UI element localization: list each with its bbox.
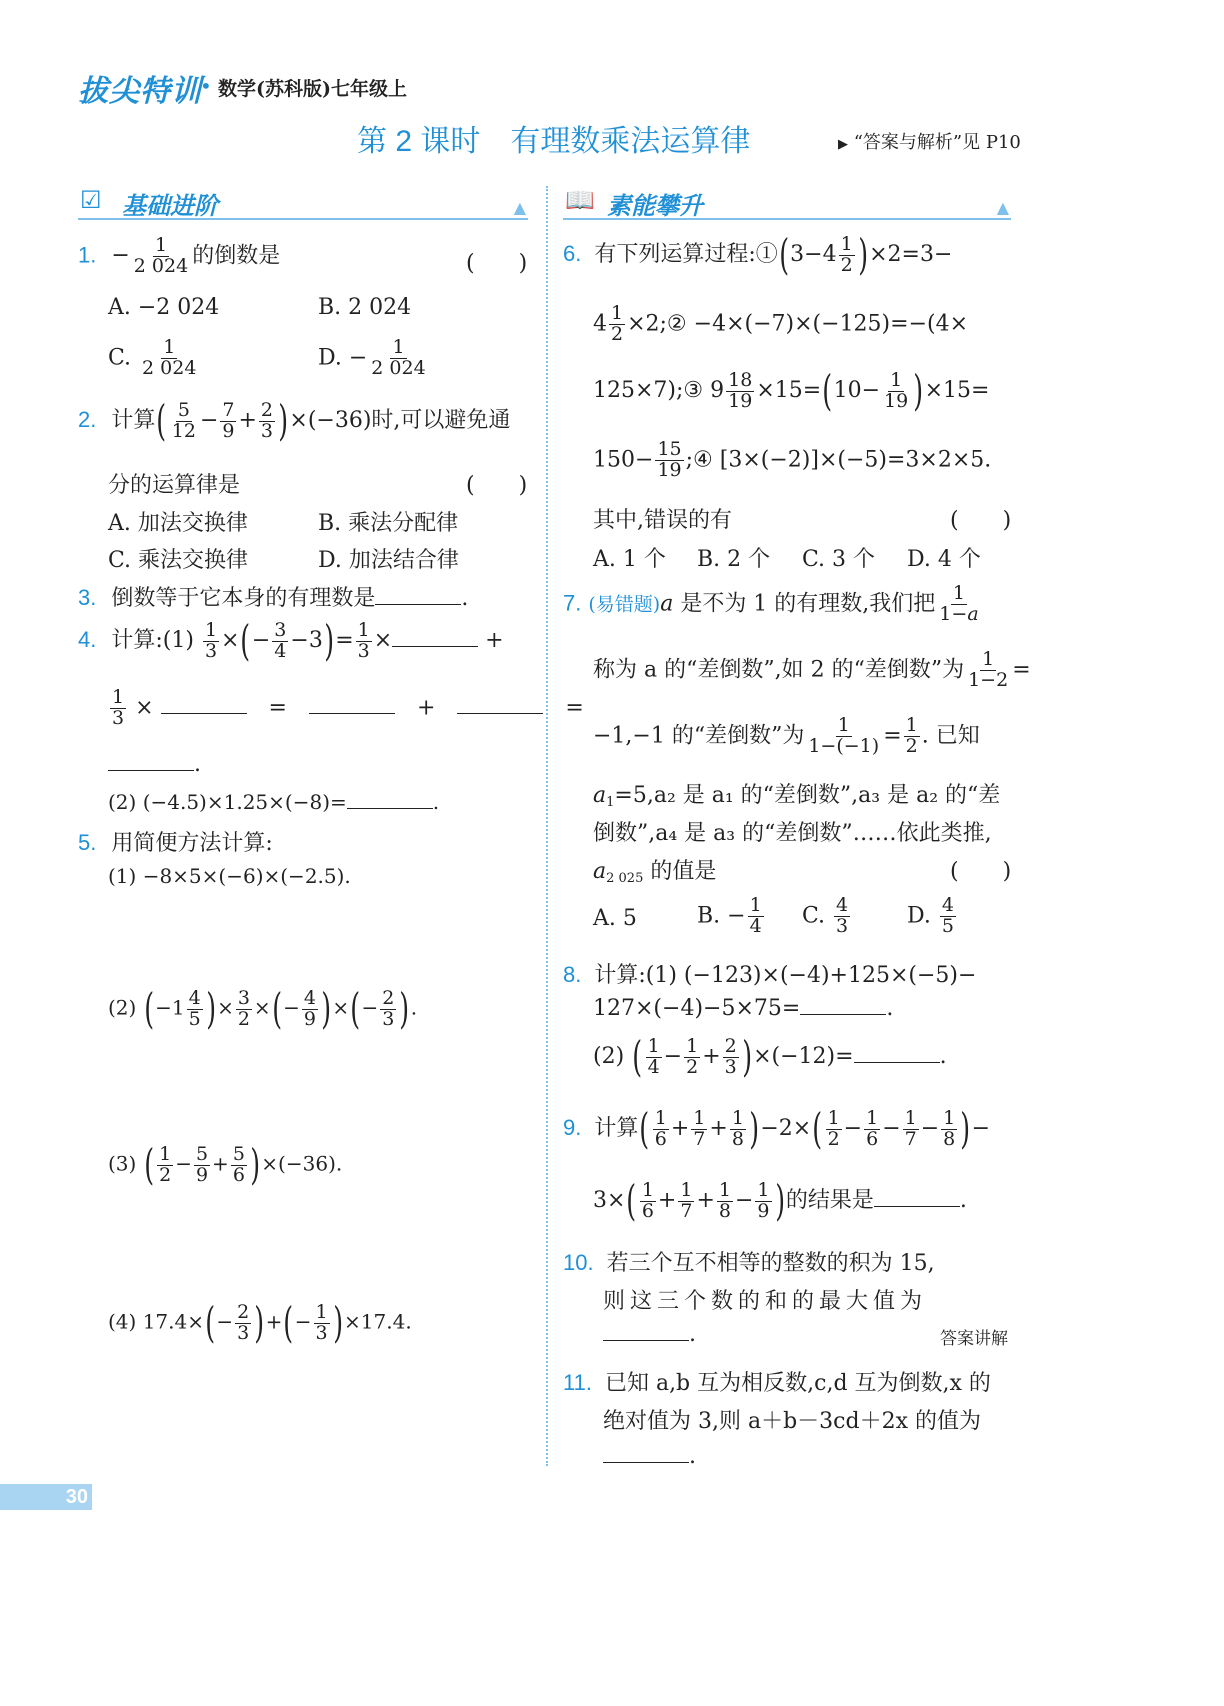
q1-option-a: A. −2 024 (108, 295, 220, 320)
question-8-line3: (2) ( $\frac{1}{4}$ − $\frac{1}{2}$ + $\frac{2}{3}$ )×(−12)= . (593, 1032, 947, 1081)
question-7: 7. (易错题)a 是不为 1 的有理数,我们把 $\frac{1}{1-a}$ (563, 582, 979, 625)
question-9: 9. 计算( $\frac{1}{6}$ + $\frac{1}{7}$ + $\frac{1}{8}$ )−2×( $\frac{1}{2}$ − $\frac{1}{6}$ − $\frac{1}{7}$ − $\frac{1}{8}$ )− (563, 1104, 991, 1153)
q2-option-b: B. 乘法分配律 (318, 511, 459, 536)
question-2-line2: 分的运算律是 (108, 473, 241, 498)
question-7-line4: $a_1=5,a_2$ 是 a₁ 的“差倒数”,a₃ 是 a₂ 的“差 (593, 783, 1001, 810)
q6-option-c: C. 3 个 (802, 547, 876, 572)
play-icon: ▶ (838, 137, 848, 152)
check-book-icon: ☑ (80, 186, 102, 214)
q7-option-c: C. $\frac{4}{3}$ (802, 894, 849, 937)
question-5-part1: (1) −8×5×(−6)×(−2.5). (108, 864, 351, 888)
q7-option-d: D. $\frac{4}{5}$ (907, 894, 954, 937)
question-10-line2: 则这三个数的和的最大值为 (603, 1289, 928, 1314)
question-11: 11. 已知 a,b 互为相反数,c,d 互为倒数,x 的 (563, 1370, 991, 1396)
answer-blank[interactable] (800, 996, 886, 1015)
answer-blank[interactable] (457, 695, 543, 714)
q7-option-a: A. 5 (593, 906, 637, 931)
answer-blank[interactable] (375, 586, 461, 605)
q1-option-b: B. 2 024 (318, 295, 412, 320)
answer-blank[interactable] (392, 628, 478, 647)
brand-logo: 拔尖特训 (78, 75, 202, 108)
answer-explanation-link[interactable]: 答案讲解 (940, 1329, 1008, 1349)
question-11-line2: 绝对值为 3,则 a＋b－3cd＋2x 的值为 (603, 1409, 981, 1434)
q2-option-a: A. 加法交换律 (108, 511, 248, 536)
error-prone-tag: (易错题) (588, 593, 661, 616)
q6-option-b: B. 2 个 (697, 547, 771, 572)
question-5-part2: (2) (−1 $\frac{4}{5}$ )× $\frac{3}{2}$ ×(− $\frac{4}{9}$ )×(− $\frac{2}{3}$ ). (108, 984, 418, 1033)
brand-dot: • (200, 74, 212, 98)
section-header-left: ☑ 基础进阶 ▲ (80, 186, 526, 220)
question-4: 4. 计算:(1) $\frac{1}{3}$ ×(− $\frac{3}{4}$ −3)= $\frac{1}{3}$ × + (78, 616, 504, 665)
question-4-line2: $\frac{1}{3}$ × = + = (112, 686, 584, 729)
question-6-line5: 其中,错误的有 (593, 508, 732, 533)
mountain-icon: ▲ (996, 198, 1009, 217)
question-6: 6. 有下列运算过程:①(3−4 $\frac{1}{2}$ )×2=3− (563, 230, 953, 279)
answer-blank[interactable] (161, 695, 247, 714)
lesson-title: 第 2 课时 有理数乘法运算律 (357, 125, 751, 158)
question-8: 8. 计算:(1) (−123)×(−4)+125×(−5)− (563, 962, 977, 988)
question-4-part2: (2) (−4.5)×1.25×(−8)= . (108, 790, 440, 814)
question-2: 2. 计算( $\frac{5}{12}$ − $\frac{7}{9}$ + $\frac{2}{3}$ )×(−36)时,可以避免通 (78, 396, 511, 445)
page-number: 30 (0, 1484, 92, 1510)
q6-option-a: A. 1 个 (593, 547, 666, 572)
question-10: 10. 若三个互不相等的整数的积为 15, (563, 1250, 935, 1276)
question-7-line2: 称为 a 的“差倒数”,如 2 的“差倒数”为 $\frac{1}{1-2}$ = (593, 648, 1031, 691)
answer-blank[interactable] (603, 1444, 689, 1463)
section-header-right: 📖 素能攀升 ▲ (565, 186, 1009, 220)
answer-blank[interactable] (108, 752, 194, 771)
question-6-line3: 125×7);③ 9 $\frac{18}{19}$ ×15=(10− $\frac{1}{19}$ )×15= (593, 366, 990, 415)
q1-option-c: C. $\frac{1}{2 024}$ (108, 336, 197, 379)
question-6-bracket: ( ) (950, 508, 1012, 533)
question-9-line2: 3×( $\frac{1}{6}$ + $\frac{1}{7}$ + $\frac{1}{8}$ − $\frac{1}{9}$ )的结果是 . (593, 1176, 967, 1225)
question-6-line4: 150− $\frac{15}{19}$ ;④ [3×(−2)]×(−5)=3×2×5. (593, 438, 992, 481)
answer-blank[interactable] (309, 695, 395, 714)
question-8-line2: 127×(−4)−5×75= . (593, 996, 894, 1021)
question-1: 1. − $\frac{1}{2 024}$ 的倒数是 (78, 234, 281, 277)
q1-option-d: D. − $\frac{1}{2 024}$ (318, 336, 426, 379)
question-5: 5. 用简便方法计算: (78, 830, 273, 856)
answer-blank[interactable] (347, 790, 433, 809)
question-7-bracket: ( ) (950, 859, 1012, 884)
answer-blank[interactable] (854, 1044, 940, 1063)
q2-option-c: C. 乘法交换律 (108, 548, 249, 573)
question-2-bracket: ( ) (466, 473, 528, 498)
question-11-line3: . (603, 1444, 696, 1469)
mountain-icon: ▲ (513, 198, 526, 217)
column-divider (546, 186, 548, 1466)
question-10-line3: . (603, 1322, 696, 1347)
subject-label: 数学(苏科版)七年级上 (218, 78, 407, 100)
q2-option-d: D. 加法结合律 (318, 548, 459, 573)
answer-ref: ▶ “答案与解析”见 P10 (838, 132, 1021, 153)
q6-option-d: D. 4 个 (907, 547, 981, 572)
question-5-part4: (4) 17.4×(− $\frac{2}{3}$ )+(− $\frac{1}{3}$ )×17.4. (108, 1298, 412, 1347)
answer-blank[interactable] (874, 1188, 960, 1207)
q7-option-b: B. − $\frac{1}{4}$ (697, 894, 762, 937)
question-7-line5: 倒数”,a₄ 是 a₃ 的“差倒数”……依此类推, (593, 821, 992, 846)
question-4-line3: . (108, 752, 201, 777)
open-book-icon: 📖 (565, 186, 595, 214)
question-3: 3. 倒数等于它本身的有理数是 . (78, 585, 469, 611)
question-7-line3: −1,−1 的“差倒数”为 $\frac{1}{1-(-1)}$ = $\frac{1}{2}$ . 已知 (593, 714, 980, 757)
question-6-line2: 4 $\frac{1}{2}$ ×2;② −4×(−7)×(−125)=−(4× (593, 302, 969, 345)
question-5-part3: (3) ( $\frac{1}{2}$ − $\frac{5}{9}$ + $\frac{5}{6}$ )×(−36). (108, 1140, 343, 1189)
question-7-line6: $a_{2 025}$ 的值是 (593, 859, 717, 886)
answer-blank[interactable] (603, 1322, 689, 1341)
question-1-bracket: ( ) (466, 251, 528, 276)
